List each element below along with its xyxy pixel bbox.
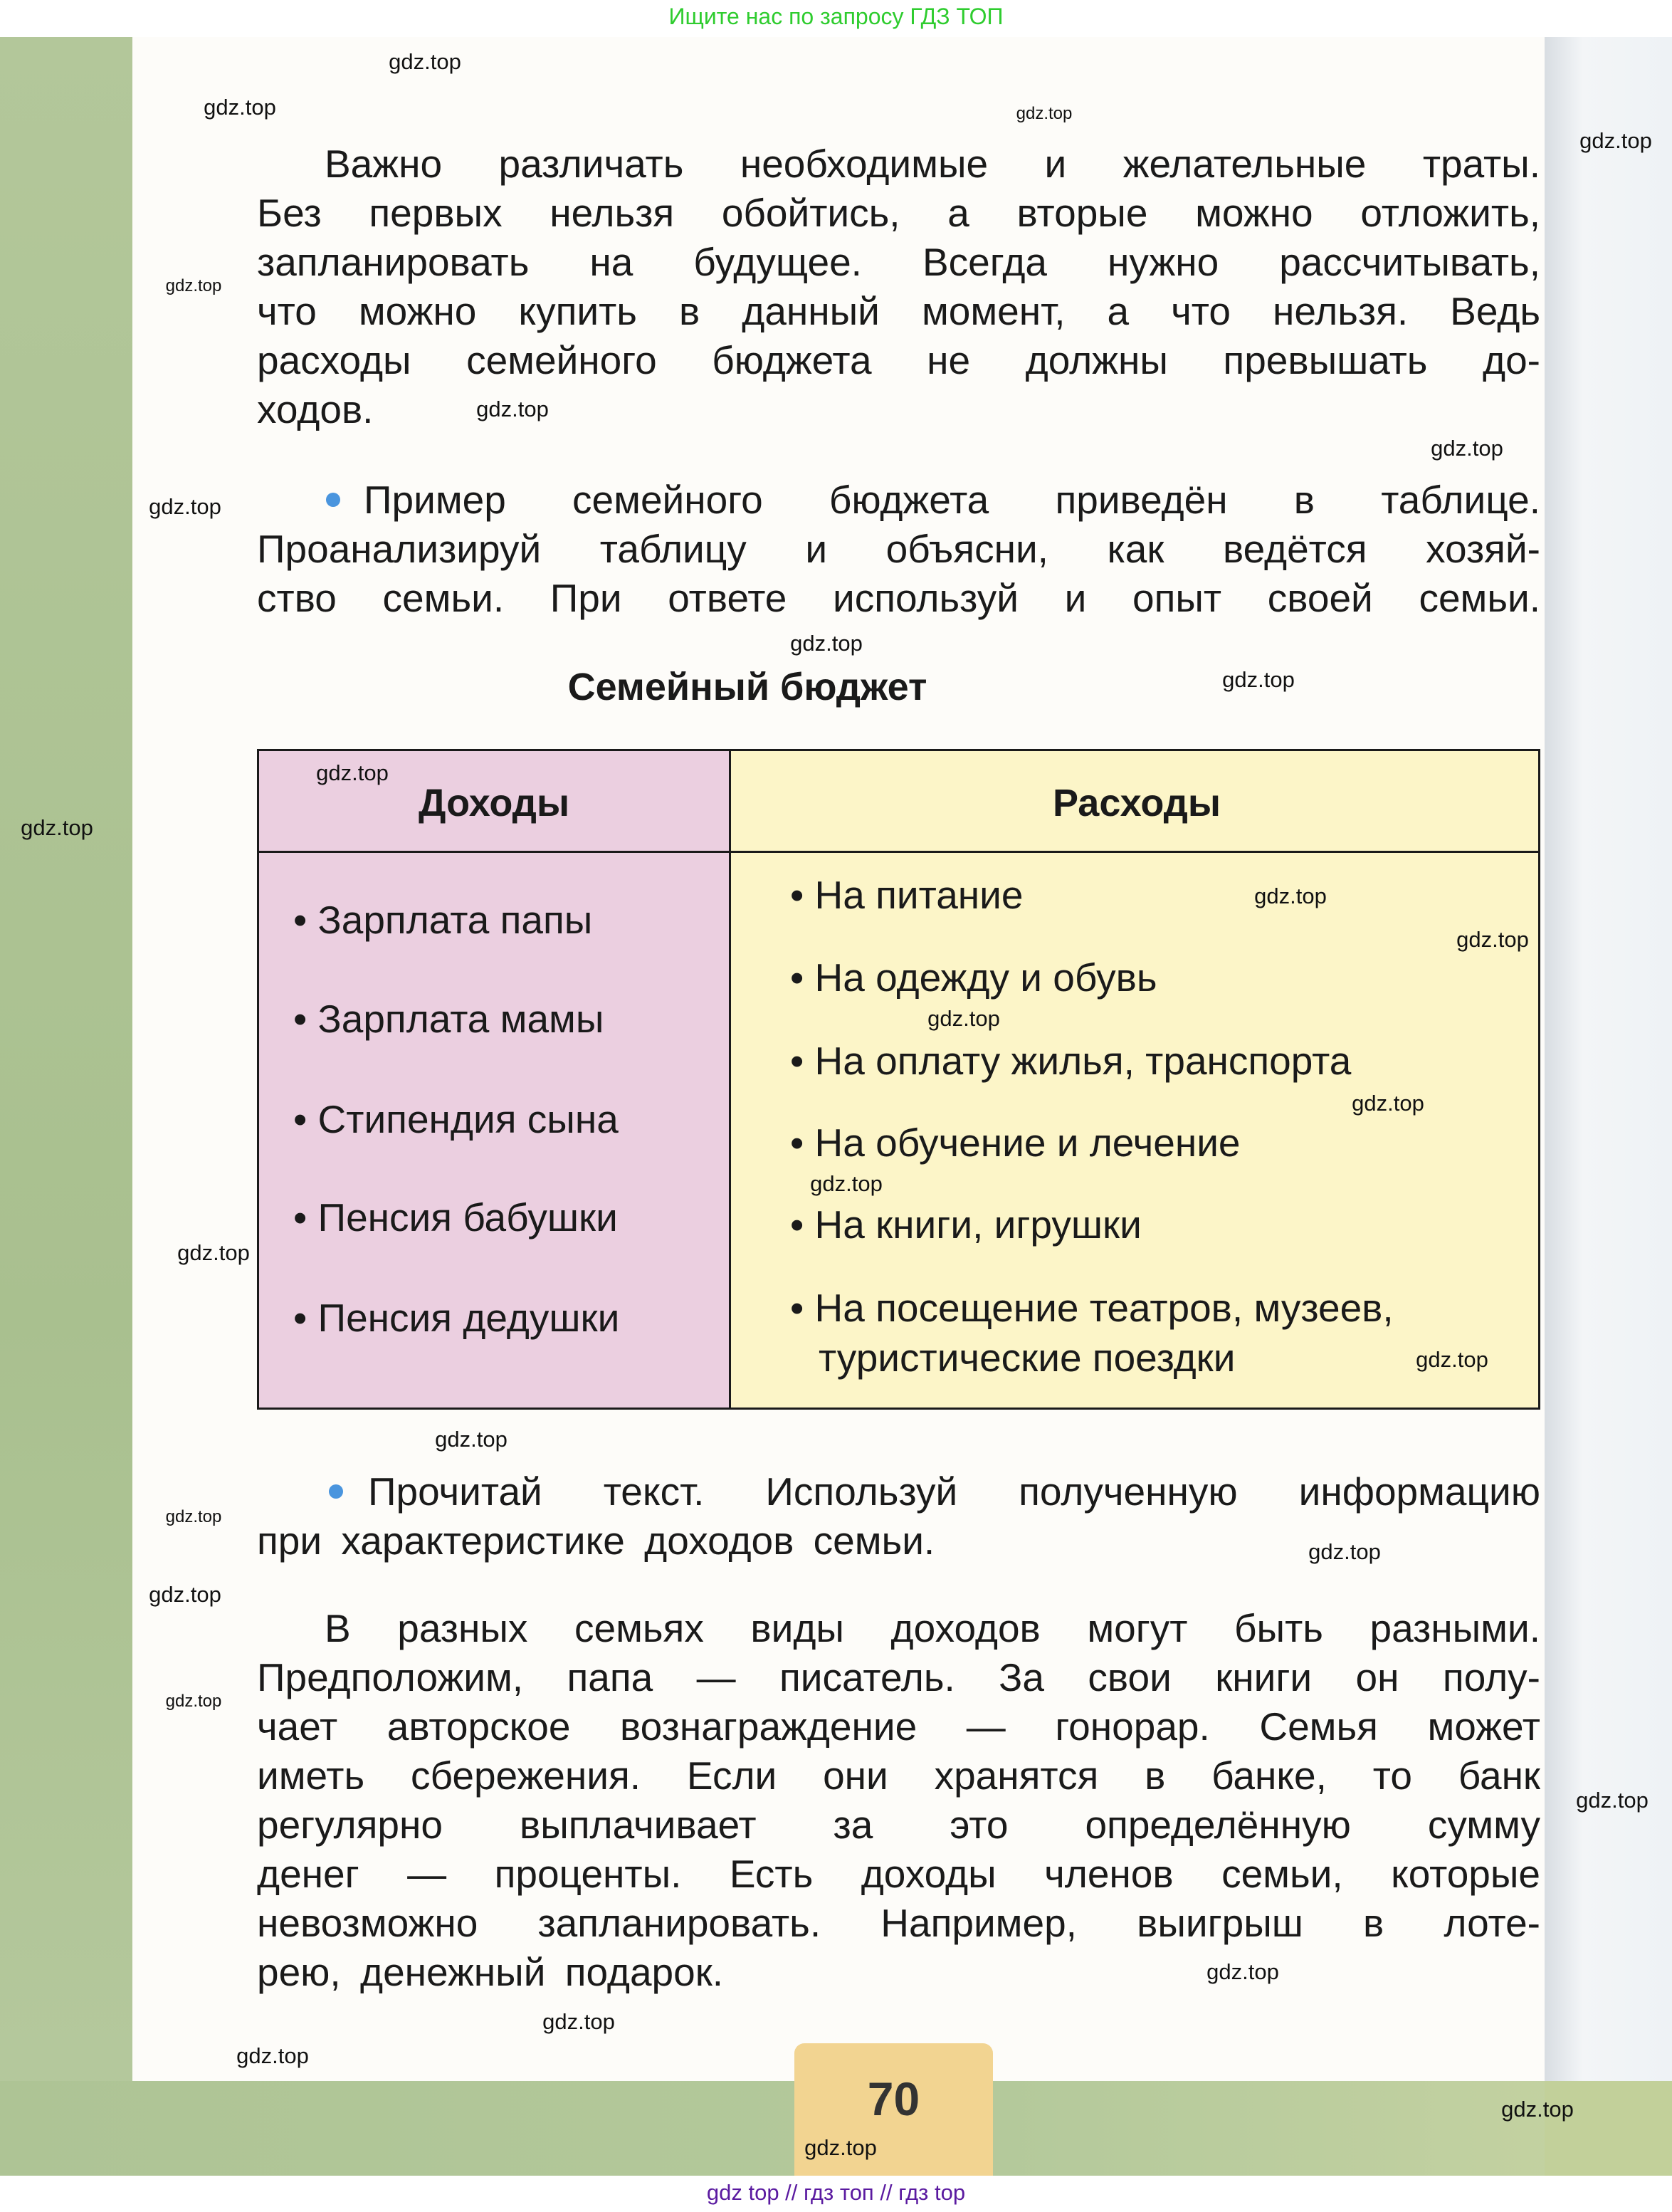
watermark: gdz.top: [149, 1582, 221, 1607]
income-column: [259, 751, 731, 1408]
watermark: gdz.top: [927, 1006, 1000, 1031]
watermark: gdz.top: [1352, 1091, 1424, 1116]
watermark: gdz.top: [165, 1692, 222, 1711]
text-line: Важно различать необходимые и желательные траты.: [325, 142, 1540, 186]
budget-table: [257, 749, 1540, 1410]
expense-item: • На оплату жилья, транспорта: [790, 1039, 1352, 1083]
text-line: что можно купить в данный момент, а что нельзя. Ведь: [257, 289, 1540, 333]
watermark: gdz.top: [204, 95, 276, 120]
expense-item: • На обучение и лечение: [790, 1121, 1241, 1165]
income-item: • Зарплата мамы: [293, 997, 604, 1041]
expenses-header: Расходы: [1052, 782, 1221, 824]
watermark: gdz.top: [21, 815, 93, 840]
text-line: ходов.: [257, 387, 374, 431]
expense-item: • На книги, игрушки: [790, 1202, 1142, 1247]
watermark: gdz.top: [316, 760, 389, 785]
text-line: при характеристике доходов семьи.: [257, 1519, 935, 1563]
watermark: gdz.top: [1308, 1539, 1381, 1564]
text-line: ство семьи. При ответе используй и опыт своей семьи.: [257, 576, 1540, 620]
text-line: регулярно выплачивает за это определённую сумму: [257, 1803, 1540, 1847]
page-edge-right: [1545, 37, 1672, 2081]
watermark: gdz.top: [1416, 1347, 1488, 1372]
text-line: Без первых нельзя обойтись, а вторые можно отложить,: [257, 191, 1540, 235]
watermark: gdz.top: [1501, 2097, 1574, 2122]
income-item: • Стипендия сына: [293, 1097, 619, 1141]
page-number: 70: [867, 2072, 920, 2125]
watermark: gdz.top: [476, 397, 549, 421]
expenses-column: [731, 751, 1538, 1408]
text-line: Предположим, папа — писатель. За свои книги он полу-: [257, 1655, 1540, 1699]
text-line: В разных семьях виды доходов могут быть разными.: [325, 1606, 1540, 1650]
watermark: gdz.top: [1579, 128, 1652, 153]
expense-item-continued: туристические поездки: [819, 1336, 1236, 1380]
watermark: gdz.top: [165, 276, 222, 295]
watermark: gdz.top: [810, 1171, 883, 1196]
table-title: Семейный бюджет: [567, 666, 927, 708]
text-line: запланировать на будущее. Всегда нужно рассчитывать,: [257, 240, 1540, 284]
bullet-icon: [329, 1484, 343, 1499]
text-line: невозможно запланировать. Например, выигрыш в лоте-: [257, 1901, 1540, 1945]
watermark: gdz.top: [1456, 927, 1529, 952]
watermark: gdz.top: [1431, 436, 1503, 461]
watermark: gdz.top: [165, 1507, 222, 1526]
text-line: рею, денежный подарок.: [257, 1950, 724, 1994]
header-divider: [259, 851, 1538, 853]
text-line: Проанализируй таблицу и объясни, как ведётся хозяй-: [257, 527, 1540, 571]
watermark: gdz.top: [1222, 667, 1295, 692]
text-line: чает авторское вознаграждение — гонорар. Семья может: [257, 1704, 1540, 1749]
watermark: gdz.top: [236, 2043, 309, 2068]
watermark: gdz.top: [435, 1427, 508, 1452]
bottom-banner-links[interactable]: gdz top // гдз топ // гдз top: [0, 2176, 1672, 2212]
watermark: gdz.top: [804, 2135, 877, 2160]
income-item: • Зарплата папы: [293, 898, 593, 942]
expense-item: • На одежду и обувь: [790, 955, 1157, 1000]
watermark: gdz.top: [1254, 884, 1327, 908]
income-header: Доходы: [418, 782, 570, 824]
text-line: Пример семейного бюджета приведён в таблице.: [364, 478, 1540, 522]
expense-item: • На питание: [790, 873, 1024, 917]
watermark: gdz.top: [1016, 104, 1073, 123]
expense-item: • На посещение театров, музеев,: [790, 1286, 1394, 1330]
text-line: расходы семейного бюджета не должны превышать до-: [257, 338, 1540, 382]
watermark: gdz.top: [149, 494, 221, 519]
page-corner-right: [1545, 2081, 1672, 2176]
watermark: gdz.top: [389, 49, 461, 74]
income-item: • Пенсия дедушки: [293, 1296, 620, 1340]
top-banner[interactable]: Ищите нас по запросу ГДЗ ТОП: [0, 0, 1672, 37]
watermark: gdz.top: [1576, 1788, 1649, 1813]
watermark: gdz.top: [542, 2009, 615, 2034]
bullet-icon: [326, 493, 340, 507]
income-item: • Пенсия бабушки: [293, 1195, 618, 1239]
watermark: gdz.top: [1206, 1959, 1279, 1984]
watermark: gdz.top: [177, 1240, 250, 1265]
text-line: иметь сбережения. Если они хранятся в банке, то банк: [257, 1754, 1540, 1798]
watermark: gdz.top: [790, 631, 863, 656]
page-margin-left: [0, 37, 132, 2176]
text-line: Прочитай текст. Используй полученную информацию: [368, 1469, 1540, 1514]
text-line: денег — проценты. Есть доходы членов семьи, которые: [257, 1852, 1540, 1896]
